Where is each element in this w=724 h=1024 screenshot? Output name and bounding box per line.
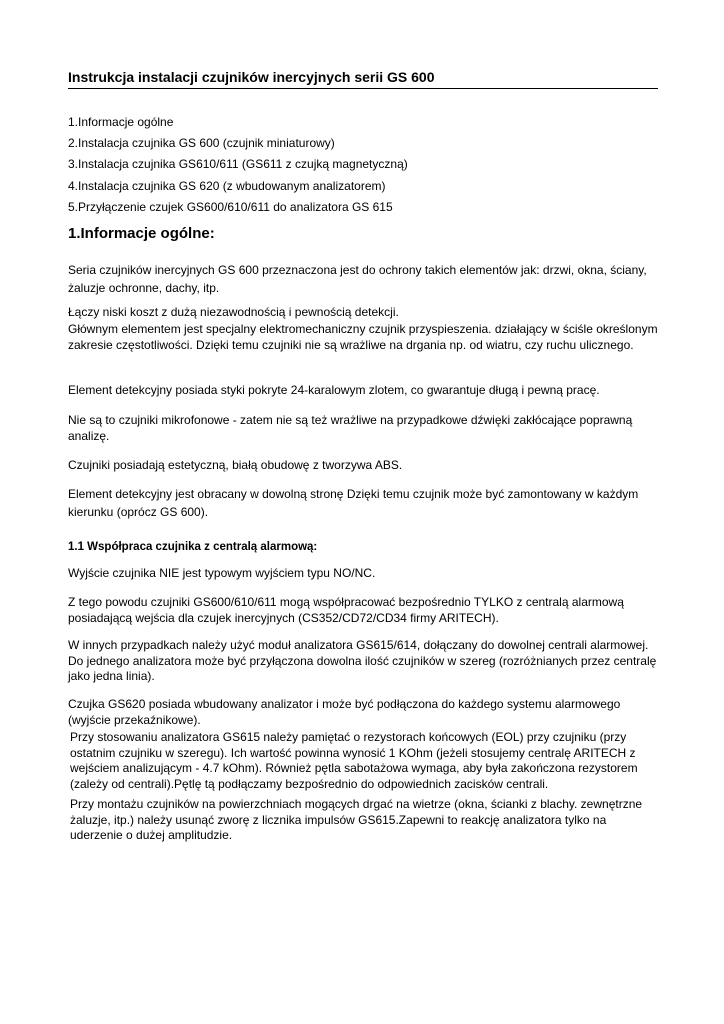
paragraph: W innych przypadkach należy użyć moduł analizatora GS615/614, dołączany do dowolnej centrali alarmowej. Do jednego analizatora może być przyłączona dowolna ilość czujników w szereg (rozróżnianych przez centralę jako jedna linia). <box>68 638 657 683</box>
document-title: Instrukcja instalacji czujników inercyjnych serii GS 600 <box>68 68 658 89</box>
paragraph: Nie są to czujniki mikrofonowe - zatem nie są też wrażliwe na przypadkowe dźwięki zakłócające poprawną analizę. <box>68 413 633 443</box>
paragraph: Seria czujników inercyjnych GS 600 przeznaczona jest do ochrony takich elementów jak: drzwi, okna, ściany, żaluzje ochronne, dachy, itp. <box>68 263 647 295</box>
table-of-contents <box>68 112 408 218</box>
toc-item: 1.Informacje ogólne <box>68 115 174 129</box>
paragraph: Element detekcyjny posiada styki pokryte 24-karalowym zlotem, co gwarantuje długą i pewną pracę. <box>68 383 600 397</box>
toc-item: 5.Przyłączenie czujek GS600/610/611 do analizatora GS 615 <box>68 199 393 214</box>
paragraph: Przy montażu czujników na powierzchniach mogących drgać na wietrze (okna, ścianki z blachy. zewnętrzne żaluzje, itp.) należy usunąć zworę z licznika impulsów GS615.Zapewni to reakcję analizatora tylko na uderzenie o dużej amplitudzie. <box>70 797 643 842</box>
paragraph: Z tego powodu czujniki GS600/610/611 mogą współpracować bezpośrednio TYLKO z centralą alarmową posiadającą wejścia dla czujek inercyjnych (CS352/CD72/CD34 firmy ARITECH). <box>68 595 624 625</box>
subsection-heading: 1.1 Współpraca czujnika z centralą alarmową: <box>68 541 318 553</box>
paragraph: Wyjście czujnika NIE jest typowym wyjściem typu NO/NC. <box>68 566 376 580</box>
toc-item: 3.Instalacja czujnika GS610/611 (GS611 z czujką magnetyczną) <box>68 157 408 172</box>
paragraph: Element detekcyjny jest obracany w dowolną stronę Dzięki temu czujnik może być zamontowany w każdym kierunku (oprócz GS 600). <box>68 487 639 519</box>
paragraph: Czujka GS620 posiada wbudowany analizator i może być podłączona do każdego systemu alarmowego (wyjście przekaźnikowe). <box>68 697 621 727</box>
paragraph: Przy stosowaniu analizatora GS615 należy pamiętać o rezystorach końcowych (EOL) przy czujniku (przy ostatnim czujniku w szeregu). Ich wartość powinna wynosić 1 KOhm (jeżeli stosujemy centralę ARITECH z wejściem analizującym - 4.7 kOhm). Również pętla sabotażowa wymaga, aby była zakończona rezystorem (zależy od centrali).Pętlę tą podłączamy bezpośrednio do odpowiednich zacisków centrali. <box>70 730 638 791</box>
paragraph: Głównym elementem jest specjalny elektromechaniczny czujnik przyspieszenia. działający w ściśle określonym zakresie częstotliwości. Dzięki temu czujniki nie są wrażliwe na drgania np. od wiatru, czy ruchu ulicznego. <box>68 322 658 352</box>
paragraph: Łączy niski koszt z dużą niezawodnością i pewnością detekcji. <box>68 305 399 319</box>
toc-item: 4.Instalacja czujnika GS 620 (z wbudowanym analizatorem) <box>68 178 386 193</box>
toc-item: 2.Instalacja czujnika GS 600 (czujnik miniaturowy) <box>68 136 335 151</box>
paragraph: Czujniki posiadają estetyczną, białą obudowę z tworzywa ABS. <box>68 458 403 472</box>
section-heading: 1.Informacje ogólne: <box>68 225 215 242</box>
